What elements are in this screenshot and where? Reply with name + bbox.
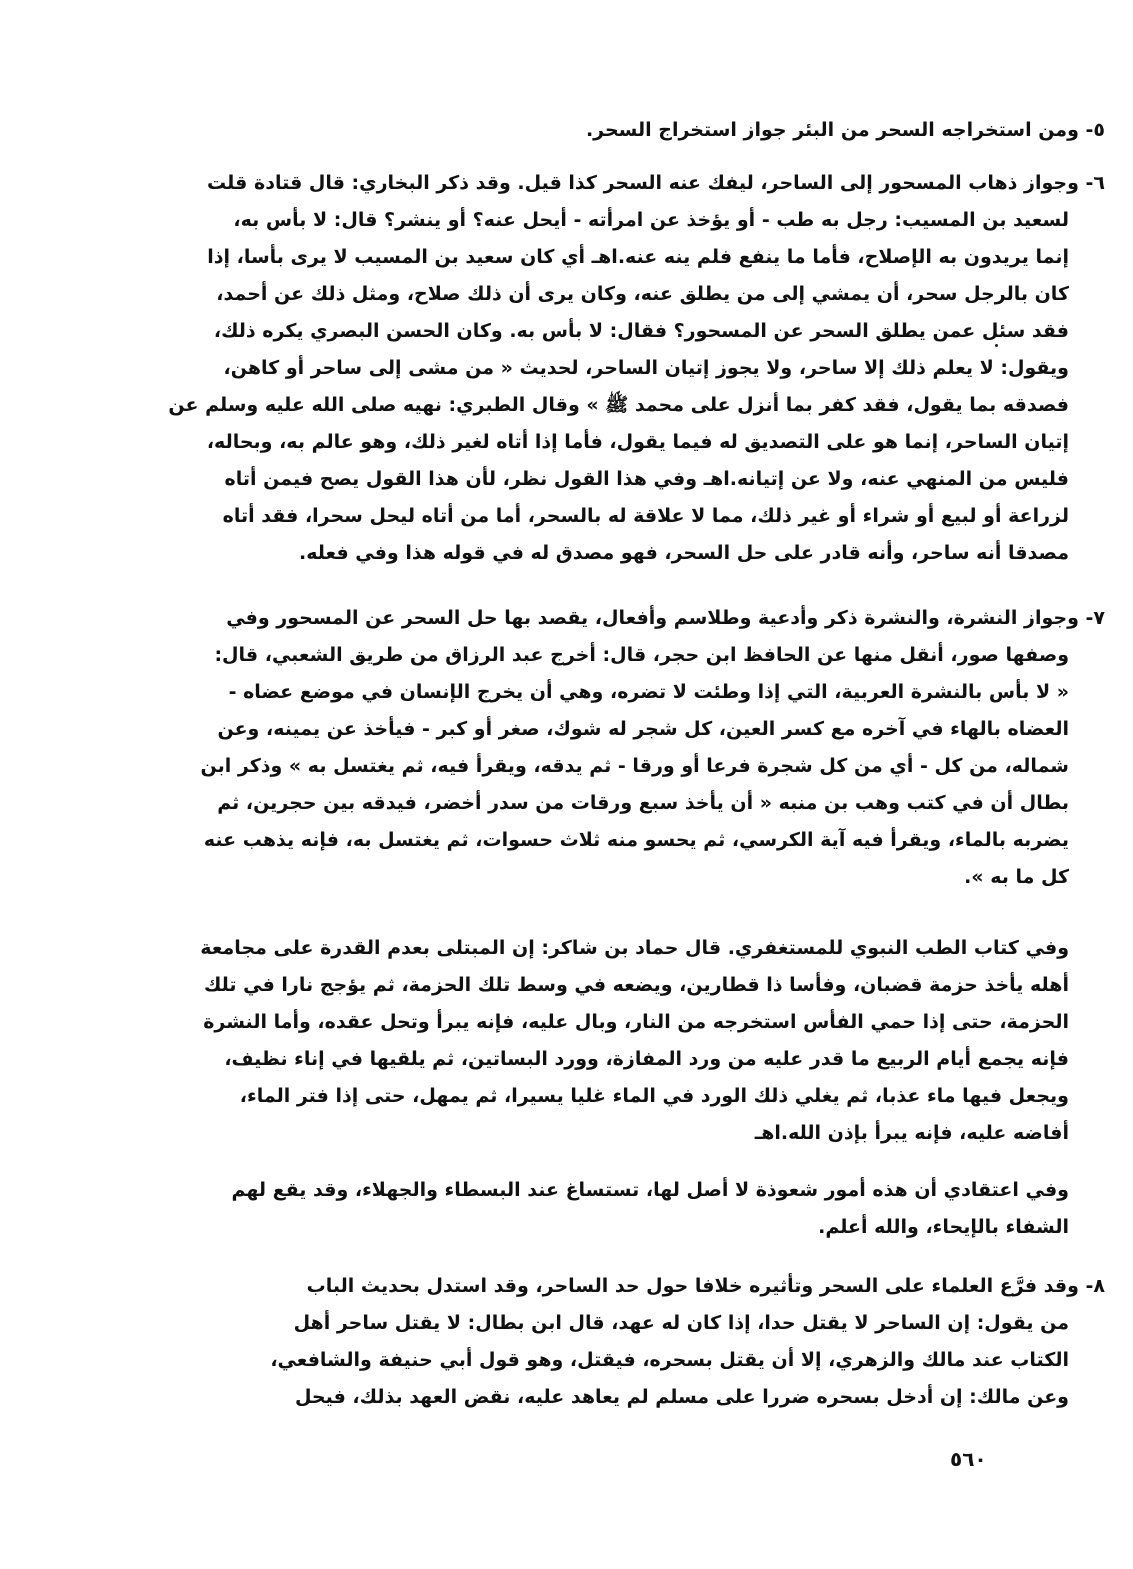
text-line: شماله، من كل - أي من كل شجرة فرعا أو ورقا - ثم يدقه، ويقرأ فيه، ثم يغتسل به » وذكر ابن	[200, 755, 1069, 777]
list-item-5	[130, 112, 1105, 149]
text-line: كل ما به ».	[964, 866, 1069, 888]
text-line: فإنه يجمع أيام الربيع ما قدر عليه من ورد المفازة، وورد البساتين، ثم يلقيها في إناء نظيف،	[224, 1048, 1069, 1070]
text-line: وصفها صور، أنقل منها عن الحافظ ابن حجر، قال: أخرج عبد الرزاق من طريق الشعبي، قال:	[214, 644, 1069, 666]
text-line: ٥- ومن استخراجه السحر من البئر جواز استخراج السحر.	[585, 119, 1105, 141]
text-line: يضربه بالماء، ويقرأ فيه آية الكرسي، ثم يحسو منه ثلاث حسوات، ثم يغتسل به، فإنه يذهب عنه	[203, 829, 1069, 851]
list-item-8	[130, 1268, 1105, 1416]
text-line: فقد سئل عمن يطلق السحر عن المسحور؟ فقال: لا بأس به. وكان الحسن البصري يكره ذلك،	[213, 320, 1069, 342]
list-item-6	[130, 165, 1105, 572]
text-line: مصدقا أنه ساحر، وأنه قادر على حل السحر، فهو مصدق له في قوله هذا وفي فعله.	[298, 542, 1069, 564]
page-number: ٥٦٠	[950, 1447, 987, 1471]
text-line: وفي كتاب الطب النبوي للمستغفري. قال حماد بن شاكر: إن المبتلى بعدم القدرة على مجامعة	[200, 937, 1069, 959]
paragraph-tibb-nabawi	[130, 930, 1105, 1152]
text-line: الشفاء بالإيحاء، والله أعلم.	[818, 1216, 1069, 1238]
scan-speck	[995, 344, 998, 347]
text-line: الكتاب عند مالك والزهري، إلا أن يقتل بسحره، فيقتل، وهو قول أبي حنيفة والشافعي،	[270, 1349, 1069, 1371]
text-line: ويجعل فيها ماء عذبا، ثم يغلي ذلك الورد في الماء غليا يسيرا، ثم يمهل، حتى إذا فتر الماء،	[239, 1085, 1069, 1107]
text-line: إتيان الساحر، إنما هو على التصديق له فيما يقول، فأما إذا أتاه لغير ذلك، وهو عالم به، وبحاله،	[206, 431, 1069, 453]
text-line: فصدقه بما يقول، فقد كفر بما أنزل على محمد ﷺ » وقال الطبري: نهيه صلى الله عليه وسلم عن	[168, 394, 1069, 416]
text-line: إنما يريدون به الإصلاح، فأما ما ينفع فلم ينه عنه.اهـ أي كان سعيد بن المسيب لا يرى بأسا، إذا	[207, 246, 1069, 268]
text-line: ٦- وجواز ذهاب المسحور إلى الساحر، ليفك عنه السحر كذا قيل. وقد ذكر البخاري: قال قتادة قلت	[207, 172, 1105, 194]
text-line: وعن مالك: إن أدخل بسحره ضررا على مسلم لم يعاهد عليه، نقض العهد بذلك، فيحل	[294, 1386, 1069, 1408]
text-line: أفاضه عليه، فإنه يبرأ بإذن الله.اهـ	[754, 1122, 1069, 1144]
text-line: لسعيد بن المسيب: رجل به طب - أو يؤخذ عن امرأته - أيحل عنه؟ أو ينشر؟ قال: لا بأس به،	[233, 209, 1069, 231]
text-line: « لا بأس بالنشرة العربية، التي إذا وطئت لا تضره، وهي أن يخرج الإنسان في موضع عضاه -	[228, 681, 1069, 703]
text-line: ٨- وقد فرَّع العلماء على السحر وتأثيره خلافا حول حد الساحر، وقد استدل بحديث الباب	[306, 1275, 1105, 1297]
text-line: ويقول: لا يعلم ذلك إلا ساحر، ولا يجوز إتيان الساحر، لحديث « من مشى إلى ساحر أو كاهن،	[223, 357, 1069, 379]
text-line: بطال أن في كتب وهب بن منبه « أن يأخذ سبع ورقات من سدر أخضر، فيدقه بين حجرين، ثم	[217, 792, 1069, 814]
text-line: من يقول: إن الساحر لا يقتل حدا، إذا كان له عهد، قال ابن بطال: لا يقتل ساحر أهل	[293, 1312, 1069, 1334]
text-line: العضاه بالهاء في آخره مع كسر العين، كل شجر له شوك، صغر أو كبر - فيأخذ عن يمينه، وعن	[217, 718, 1069, 740]
text-line: ٧- وجواز النشرة، والنشرة ذكر وأدعية وطلاسم وأفعال، يقصد بها حل السحر عن المسحور وفي	[226, 607, 1105, 629]
text-line: الحزمة، حتى إذا حمي الفأس استخرجه من النار، وبال عليه، فإنه يبرأ وتحل عقده، وأما النشرة	[203, 1011, 1069, 1033]
text-line: فليس من المنهي عنه، ولا عن إتيانه.اهـ وفي هذا القول نظر، لأن هذا القول يصح فيمن أتاه	[224, 468, 1069, 490]
text-line: لزراعة أو لبيع أو شراء أو غير ذلك، مما لا علاقة له بالسحر، أما من أتاه ليحل سحرا، فقد أتاه	[222, 505, 1069, 527]
text-line: أهله يأخذ حزمة قضبان، وفأسا ذا قطارين، ويضعه في وسط تلك الحزمة، ثم يؤجج نارا في تلك	[203, 974, 1069, 996]
text-line: وفي اعتقادي أن هذه أمور شعوذة لا أصل لها، تستساغ عند البسطاء والجهلاء، وقد يقع لهم	[231, 1179, 1069, 1201]
text-line: كان بالرجل سحر، أن يمشي إلى من يطلق عنه، وكان يرى أن ذلك صلاح، ومثل ذلك عن أحمد،	[216, 283, 1069, 305]
paragraph-author-opinion	[130, 1172, 1105, 1246]
list-item-7	[130, 600, 1105, 896]
